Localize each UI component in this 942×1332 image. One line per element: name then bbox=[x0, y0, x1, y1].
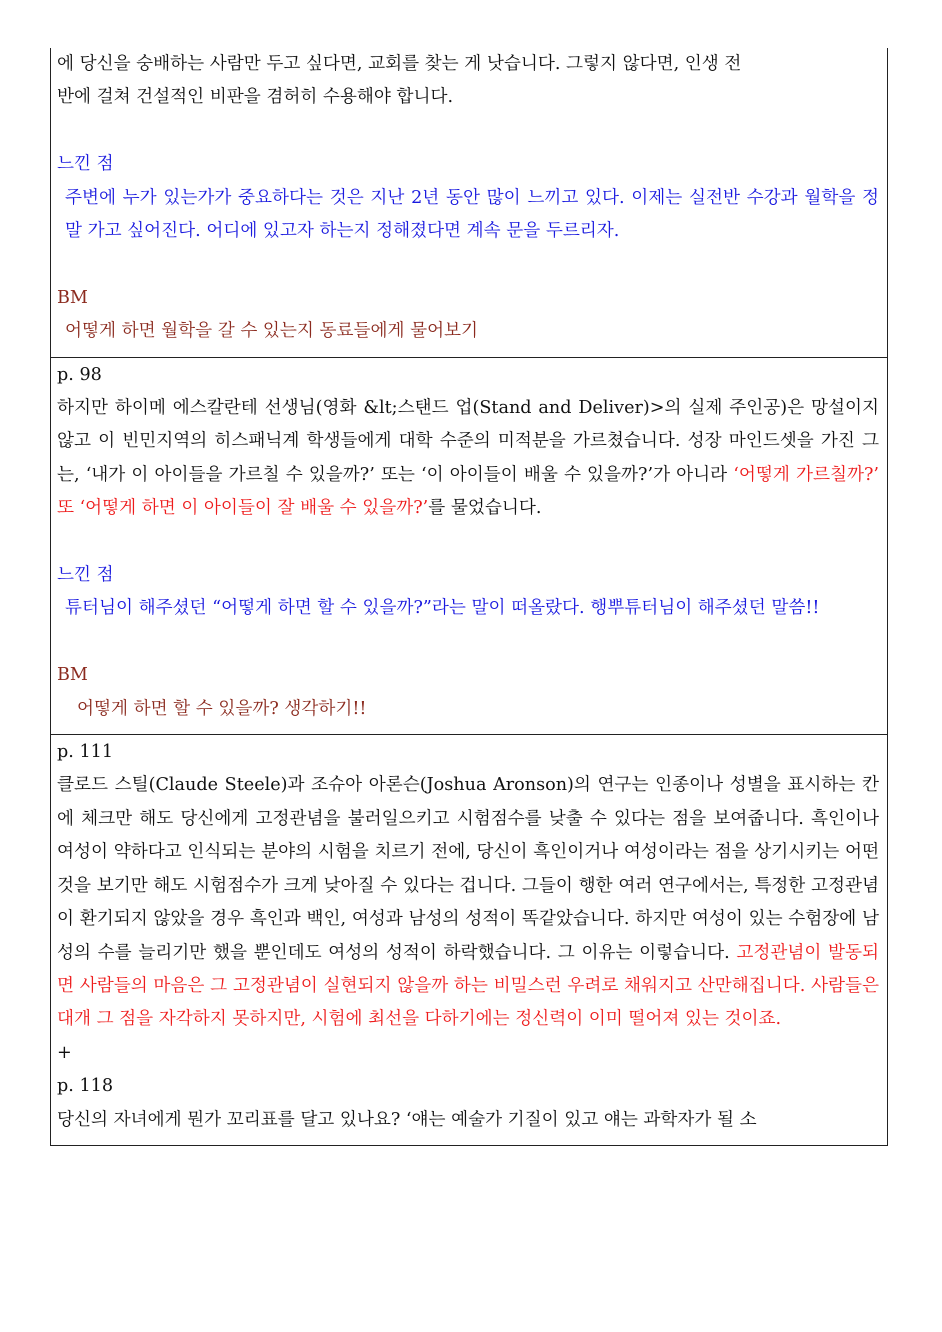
note-cell bbox=[51, 48, 888, 357]
quote-line: 에 당신을 숭배하는 사람만 두고 싶다면, 교회를 찾는 게 낫습니다. 그렇지 않다면, 인생 전 bbox=[57, 54, 742, 74]
note-cell bbox=[51, 735, 888, 1146]
quote-text: 클로드 스틸(Claude Steele)과 조슈아 아론슨(Joshua Aronson)의 연구는 인종이나 성별을 표시하는 칸에 체크만 해도 당신에게 고정관념을 불러일으키고 시험점수를 낮출 수 있다는 점을 보여줍니다. 흑인이나 여성이 약하다고 인식되는 분야의 시험을 치르기 전에, 당신이 흑인이거나 여성이라는 점을 상기시키는 어떤 것을 보기만 해도 시험점수가 크게 낮아질 수 있다는 겁니다. 그들이 행한 여러 연구에서는, 특정한 고정관념이 환기되지 않았을 경우 흑인과 백인, 여성과 남성의 성적이 똑같았습니다. 하지만 여성이 있는 수험장에 남성의 수를 늘리기만 했을 뿐인데도 여성의 성적이 하락했습니다. 그 이유는 이렇습니다. bbox=[57, 775, 879, 963]
bm-text: 어떻게 하면 월학을 갈 수 있는지 동료들에게 물어보기 bbox=[65, 321, 479, 342]
notes-table bbox=[50, 48, 888, 1146]
plus-mark: + bbox=[57, 1042, 72, 1063]
spacer bbox=[57, 626, 879, 659]
bm-heading: BM bbox=[57, 665, 88, 686]
quote-paragraph bbox=[57, 392, 879, 526]
page-number: p. 98 bbox=[57, 364, 102, 385]
quote-text: 당신의 자녀에게 뭔가 꼬리표를 달고 있나요? ‘얘는 예술가 기질이 있고 얘는 과학자가 될 소 bbox=[57, 1109, 757, 1130]
note-row bbox=[51, 357, 888, 734]
spacer bbox=[57, 248, 879, 281]
note-row bbox=[51, 48, 888, 357]
quote-paragraph bbox=[57, 769, 879, 1036]
quote-text: 를 물었습니다. bbox=[428, 498, 542, 519]
spacer bbox=[57, 526, 879, 559]
spacer bbox=[57, 115, 879, 148]
page-number: p. 118 bbox=[57, 1076, 114, 1097]
feel-text: 튜터님이 해주셨던 “어떻게 하면 할 수 있을까?”라는 말이 떠올랐다. 행뿌튜터님이 해주셨던 말씀!! bbox=[65, 598, 820, 619]
quote-line: 반에 걸쳐 건설적인 비판을 겸허히 수용해야 합니다. bbox=[57, 87, 454, 108]
note-row bbox=[51, 735, 888, 1146]
bm-text: 어떻게 하면 할 수 있을까? 생각하기!! bbox=[77, 698, 367, 719]
page-number: p. 111 bbox=[57, 742, 114, 763]
bm-heading: BM bbox=[57, 287, 88, 308]
note-cell bbox=[51, 357, 888, 734]
feel-text: 주변에 누가 있는가가 중요하다는 것은 지난 2년 동안 많이 느끼고 있다. 이제는 실전반 수강과 월학을 정말 가고 싶어진다. 어디에 있고자 하는지 정해졌다면 계속 문을 두르리자. bbox=[65, 187, 879, 242]
feel-heading: 느낀 점 bbox=[57, 565, 114, 586]
quote-text: 하지만 하이메 에스칼란테 선생님(영화 &lt;스탠드 업(Stand and Deliver)>의 실제 주인공)은 망설이지 않고 이 빈민지역의 히스패닉계 학생들에게 대학 수준의 미적분을 가르쳤습니다. 성장 마인드셋을 가진 그는, ‘내가 이 아이들을 가르칠 수 있을까?’ 또는 ‘이 아이들이 배울 수 있을까?’가 아니라 bbox=[57, 398, 879, 485]
quote-highlight: ‘어떻게 가르칠까?’ 또 ‘어떻게 하면 이 아이들이 잘 배울 수 있을까?’ bbox=[57, 464, 879, 519]
feel-heading: 느낀 점 bbox=[57, 154, 114, 175]
quote-highlight: 고정관념이 발동되면 사람들의 마음은 그 고정관념이 실현되지 않을까 하는 비밀스런 우려로 채워지고 산만해집니다. 사람들은 대개 그 점을 자각하지 못하지만, 시험에 최선을 다하기에는 정신력이 이미 떨어져 있는 것이죠. bbox=[57, 942, 879, 1030]
